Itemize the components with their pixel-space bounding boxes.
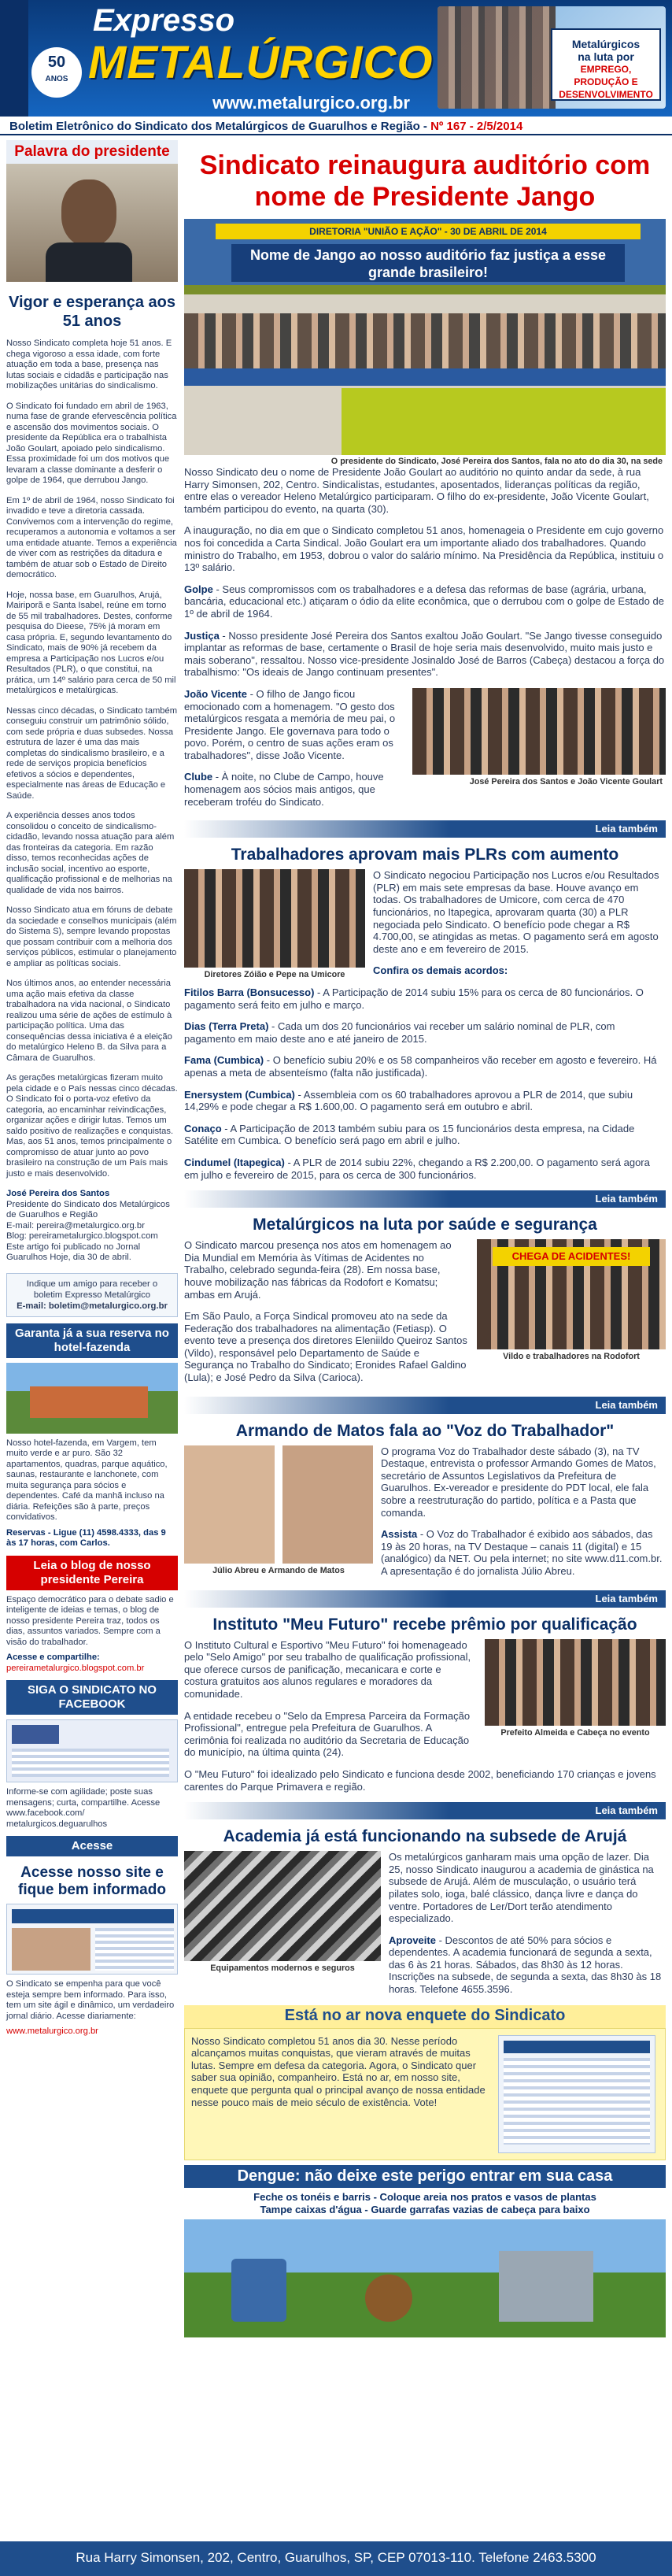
union-logo	[0, 0, 28, 117]
jango-p4: - Nosso presidente José Pereira dos Santos exaltou João Goulart. "Se Jango tivesse conseguido implantar as reformas de base, certamente o Brasil de hoje seria mais desenvolvido, muito mais justo e mais soberano", ressaltou. Nosso vice-presidente Josinaldo José de Barros (Cabeça) destacou a força do trabalhismo: "Os ideais de Jango continuam presentes".	[184, 629, 665, 679]
plr-item	[184, 1157, 666, 1181]
main-headline: Sindicato reinaugura auditório com nome de Presidente Jango	[199, 150, 651, 212]
dengue-tips	[184, 2188, 666, 2219]
enquete-content-shape	[504, 2058, 650, 2145]
anniversary-label: ANOS	[45, 75, 68, 83]
plr-list	[184, 986, 666, 1181]
signature-name: José Pereira dos Santos	[6, 1189, 110, 1198]
site-url[interactable]: www.metalurgico.org.br	[212, 93, 410, 113]
jango-p3: - Seus compromissos com os trabalhadores e a defesa das reformas de base (agrária, urbana, bancária, educacional etc.) atiçaram o ódio da elite econômica, que o derrubou com o golpe de Estado de 1º de abril de 1964.	[184, 583, 664, 620]
table-shape	[184, 368, 666, 386]
campaign-tag-line3: EMPREGO, PRODUÇÃO E DESENVOLVIMENTO	[559, 64, 653, 100]
signature-email[interactable]: E-mail: pereira@metalurgico.org.br	[6, 1220, 145, 1231]
armando-caption: Júlio Abreu e Armando de Matos	[212, 1565, 345, 1575]
jango-p6-label: Clube	[184, 771, 213, 783]
plr-item-text: - Assembleia com os 60 trabalhadores aprovou a PLR de 2014, que subiu 14,29% e pode chegar a R$ 1.600,00. O pagamento será em outubro e abril.	[184, 1088, 633, 1113]
plr-item-label: Dias (Terra Preta)	[184, 1020, 269, 1033]
photo1-caption: O presidente do Sindicato, José Pereira dos Santos, fala no ato do dia 30, na sede	[330, 457, 663, 466]
site-screenshot	[6, 1904, 178, 1975]
read-more-link[interactable]: Leia também	[184, 820, 666, 838]
sidebar	[6, 140, 178, 2042]
sidebar-paragraph: Nosso Sindicato completa hoje 51 anos. E chega vigoroso a essa idade, com forte atuação em toda a base, presença nas lutas sociais e cidadãs e participação nas mobilizações unitárias do sindicalismo.	[6, 339, 172, 390]
plr-p2: Confira os demais acordos:	[373, 964, 508, 977]
armando-photo	[184, 1445, 373, 1564]
armando-title: Armando de Matos fala ao "Voz do Trabalhador"	[235, 1421, 615, 1440]
refer-friend-box[interactable]	[6, 1273, 178, 1317]
dengue-tip-2: Tampe caixas d'água - Guarde garrafas vazias de cabeça para baixo	[260, 2203, 590, 2215]
signature-blog[interactable]: Blog: pereirametalurgico.blogspot.com	[6, 1231, 158, 1241]
bulletin-issue: Nº 167 - 2/5/2014	[430, 120, 523, 133]
sidebar-paragraph: Nessas cinco décadas, o Sindicato também conseguiu construir um patrimônio sólido, com sede própria e duas subsedes. Nossa estrutura de lazer é uma das mais completas do sindicalismo brasileiro, e a rede de serviços propicia benefícios efetivos a sócios e dependentes, especialmente nas áreas de Educação e Saúde.	[6, 705, 178, 801]
brand-main: METALÚRGICO	[88, 37, 434, 88]
president-body-shape	[46, 242, 132, 282]
facebook-feed-shape	[12, 1749, 169, 1777]
sidebar-title: Palavra do presidente	[6, 140, 178, 164]
plr-title: Trabalhadores aprovam mais PLRs com aumento	[231, 846, 619, 864]
green-banner-shape	[342, 388, 666, 455]
signature-role: Presidente do Sindicato dos Metalúrgicos de Guarulhos e Região	[6, 1199, 170, 1220]
sidebar-paragraph: Nos últimos anos, ao entender necessária uma ação mais efetiva da classe trabalhadora na vida nacional, o Sindicato realizou uma série de ações de estímulo à participação política. Uma das consequências dessa iniciativa é a eleição do metalúrgico Heleno B. da Silva para a Câmara de Guarulhos.	[6, 979, 172, 1063]
plr-item	[184, 1123, 666, 1147]
plr-item-text: - Cada um dos 20 funcionários vai receber um salário nominal de PLR, com pagamento em maio deste ano e até janeiro de 2015.	[184, 1020, 615, 1045]
site-photo-shape	[12, 1928, 90, 1971]
dengue-tip-1: Feche os tonéis e barris - Coloque areia nos pratos e vasos de plantas	[253, 2190, 596, 2203]
read-more-link[interactable]: Leia também	[184, 1397, 666, 1414]
aruja-p2: - Descontos de até 50% para sócios e dependentes. A academia funcionará de segunda a sexta, das 6 às 21 horas. Sábados, das 8h30 às 12 horas. Inscrições na subsede, de segunda a sexta, das 8h30 às 18 horas. Telefone 4655.3596.	[389, 1934, 662, 1996]
futuro-p2: A entidade recebeu o "Selo da Empresa Parceira da Formação Profissional", entregue pela Prefeitura de Guarulhos. A cerimônia foi realizada no auditório da Secretaria de Educação do município, na última quinta (24).	[184, 1709, 471, 1759]
saude-banner: CHEGA DE ACIDENTES!	[493, 1247, 650, 1266]
plr-item	[184, 1054, 666, 1079]
refer-friend-email[interactable]: E-mail: boletim@metalurgico.org.br	[17, 1301, 168, 1311]
event-banner-slogan: Nome de Jango ao nosso auditório faz justiça a esse grande brasileiro!	[231, 244, 625, 282]
futuro-title: Instituto "Meu Futuro" recebe prêmio por qualificação	[212, 1615, 637, 1634]
site-header-shape	[12, 1909, 174, 1923]
sidebar-subtitle: Vigor e esperança aos 51 anos	[9, 294, 175, 330]
aruja-photo	[184, 1851, 381, 1961]
panel-members-shape	[184, 313, 666, 368]
jango-p5: - O filho de Jango ficou emocionado com a homenagem. "O gesto dos metalúrgicos resgata a memória de meu pai, o Presidente Jango. Ele governava para todo o povo. Porém, o centro de suas ações eram os trabalhadores", disse João Vicente.	[184, 687, 396, 761]
saude-photo	[477, 1239, 666, 1349]
blog-access-label: Acesse e compartilhe:	[6, 1653, 100, 1662]
campaign-tag-line1: Metalúrgicos	[571, 38, 641, 50]
president-head-shape	[61, 180, 116, 246]
sidebar-paragraph: A experiência desses anos todos consolidou o conceito de sindicalismo-cidadão, levando nossa atuação para além das fronteiras da categoria. Em razão disso, temos reconhecidas ações de inclusão social, incentivo ao esporte, qualificação profissional e de melhorias na qualidade de vida nos bairros.	[6, 811, 175, 895]
vase-shape	[365, 2274, 412, 2322]
saude-p2: Em São Paulo, a Força Sindical promoveu ato na sede da Federação dos trabalhadores na alimentação (Fetiasp). O evento teve a presença dos diretores Eleniildo Queiroz Santos (Vildo), responsável pelo Departamento de Saúde e Segurança no Trabalho do Sindicato; Eronides Rafael Galdino (Lula); e José Pedro da Silva (Carioca).	[184, 1310, 467, 1384]
anniversary-number: 50	[47, 54, 66, 71]
plr-item-text: - A Participação de 2014 subiu 15% para os cerca de 80 funcionários. O pagamento será feito em julho e março.	[184, 986, 644, 1011]
read-more-link[interactable]: Leia também	[184, 1802, 666, 1819]
brand-top: Expresso	[93, 3, 235, 38]
sidebar-paragraph: O Sindicato foi fundado em abril de 1963, numa fase de grande efervescência política e ascensão dos movimentos sociais. O presidente da República era o trabalhista João Goulart, apoiado pelo sindicalismo. Essa proximidade foi um dos motivos que levaram a classe dominante a desferir o golpe de 1964, que derrubou Jango.	[6, 401, 177, 485]
saude-title: Metalúrgicos na luta por saúde e segurança	[253, 1216, 597, 1234]
dengue-title: Dengue: não deixe este perigo entrar em sua casa	[184, 2165, 666, 2188]
blog-link[interactable]: pereirametalurgico.blogspot.com.br	[6, 1663, 145, 1673]
hotel-info	[6, 1438, 178, 1549]
armando-p2: - O Voz do Trabalhador é exibido aos sábados, das 19 às 20 horas, na TV Destaque – canais 11 (digital) e 15 (analógico) da NET. Ou pela internet; no site www.d11.com.br. A apresentação é do jornalista Júlio Abreu.	[381, 1528, 663, 1577]
sidebar-paragraph: Hoje, nossa base, em Guarulhos, Arujá, Mairiporã e Santa Isabel, reúne em torno de 55 mil trabalhadores. Destes, conforme pesquisa do Dieese, 75% já moram em casa própria. E, segundo levantamento do Sindicato, mais de 90% já recebem da empresa a Participação nos Lucros e/ou Resultados (PLR), o que constitui, na prática, um 14º salário para cerca de 50 mil metalúrgicos e metalúrgicas.	[6, 590, 176, 695]
main-content	[184, 140, 666, 2337]
plr-item-label: Cindumel (Itapegica)	[184, 1156, 285, 1168]
site-info	[6, 1979, 178, 2037]
dengue-illustration	[184, 2219, 666, 2337]
site-text-shape	[95, 1928, 174, 1971]
plr-photo-caption: Diretores Zóião e Pepe na Umicore	[204, 970, 345, 980]
plr-item-text: - A PLR de 2014 subiu 22%, chegando a R$ 2.200,00. O pagamento será agora em julho e fevereiro de 2015, para os cerca de 300 funcionários.	[184, 1156, 650, 1181]
enquete-title: Está no ar nova enquete do Sindicato	[184, 2005, 666, 2028]
read-more-link[interactable]: Leia também	[184, 1190, 666, 1208]
sidebar-signature	[6, 1189, 178, 1264]
site-link[interactable]: www.metalurgico.org.br	[6, 2026, 98, 2036]
enquete-site-image	[498, 2035, 655, 2153]
jango-p5-label: João Vicente	[184, 687, 247, 700]
signature-note: Este artigo foi publicado no Jornal Guarulhos Hoje, dia 30 de abril.	[6, 1242, 141, 1262]
plr-p1: O Sindicato negociou Participação nos Lucros e/ou Resultados (PLR) em mais sete empresas da base. Houve avanço em todas. Os trabalhadores de Umicore, com cerca de 470 funcionários, no Itapegica, aprovaram quarta (30) a PLR negociada pelo Sindicato. O benefício pode chegar a R$ 4.700,00, se atingidas as metas. O pagamento será em agosto deste ano e em fevereiro de 2015.	[373, 869, 659, 955]
aruja-title: Academia já está funcionando na subsede de Arujá	[223, 1827, 627, 1846]
campaign-tag	[551, 28, 661, 101]
aruja-caption: Equipamentos modernos e seguros	[210, 1963, 355, 1974]
event-banner-title: DIRETORIA "UNIÃO E AÇÃO" - 30 DE ABRIL DE 2014	[216, 224, 641, 239]
jango-p4-label: Justiça	[184, 629, 220, 642]
sidebar-paragraph: As gerações metalúrgicas fizeram muito pela cidade e o País nessas cinco décadas. O Sindicato foi o porta-voz efetivo da categoria, ao encaminhar reivindicações, organizar ações e dirigir lutas. Temos um saldo positivo de realizações e conquistas. Mas, aos 51 anos, temos principalmente o compromisso de atuar junto ao povo brasileiro na construção de um País mais justo e mais desenvolvido.	[6, 1073, 178, 1179]
aruja-p1: Os metalúrgicos ganharam mais uma opção de lazer. Dia 25, nosso Sindicato inaugurou a academia de ginástica na subsede de Arujá. Além de musculação, o usuário terá pilates solo, ioga, balé clássico, dança livre e dança do ventre. Portadores de Ler/Dort terão atendimento especializado.	[389, 1851, 654, 1925]
saude-caption: Vildo e trabalhadores na Rodofort	[503, 1352, 640, 1362]
photo2-caption: José Pereira dos Santos e João Vicente Goulart	[469, 776, 663, 786]
enquete-header-shape	[504, 2041, 650, 2053]
plr-item	[184, 1089, 666, 1113]
facebook-page-image	[6, 1719, 178, 1782]
jango-p1: Nosso Sindicato deu o nome de Presidente João Goulart ao auditório no quinto andar da sede, à rua Harry Simonsen, 202, Centro. Sindicalistas, estudantes, aposentados, lideranças políticas da região, entre elas o vereador Heleno Metalúrgico participaram. O filho do ex-presidente, João Vicente Goulart, também participou do evento, na quarta (30).	[184, 466, 649, 515]
facebook-logo-icon	[12, 1725, 59, 1744]
facebook-banner[interactable]: SIGA O SINDICATO NO FACEBOOK	[6, 1680, 178, 1715]
futuro-p3: O "Meu Futuro" foi idealizado pelo Sindicato e funciona desde 2002, beneficiando 170 crianças e jovens carentes do Parque Primavera e região.	[184, 1767, 656, 1793]
sidebar-paragraph: Em 1º de abril de 1964, nosso Sindicato foi invadido e teve a diretoria cassada. Convivemos com a intervenção do regime, recuperamos a autonomia e voltamos a ser uma entidade atuante. Temos a experiência de viver com as restrições da ditadura e também de atuar sob o Estado de Direito democrático.	[6, 495, 177, 579]
blog-banner[interactable]: Leia o blog de nosso presidente Pereira	[6, 1556, 178, 1590]
campaign-tag-line2: na luta por	[578, 50, 634, 63]
read-more-link[interactable]: Leia também	[184, 1590, 666, 1608]
bulletin-subline	[0, 117, 672, 135]
site-title: Acesse nosso site e fique bem informado	[18, 1864, 166, 1898]
enquete-text: Nosso Sindicato completou 51 anos dia 30. Nesse período alcançamos muitas conquistas, que vieram através de muitas lutas. Sempre em defesa da categoria. Agora, o Sindicato quer saber sua opinião, companheiro. Está no ar, em nosso site, enquete que pergunta qual o principal avanço de nossa entidade nesse pouco mais de meio século de existência. Vote!	[191, 2034, 486, 2108]
hotel-building-shape	[30, 1386, 148, 1418]
hotel-text: Nosso hotel-fazenda, em Vargem, tem muito verde e ar puro. São 32 apartamentos, quadras, parque aquático, saunas, restaurante e lanchonete, com muita segurança para sócios e dependentes. Café da manhã incluso na diária. Refeições são à parte, preços convidativos.	[6, 1438, 168, 1522]
plr-item-label: Conaço	[184, 1122, 222, 1134]
president-photo	[6, 164, 178, 282]
site-text: O Sindicato se empenha para que você esteja sempre bem informado. Para isso, tem um site ágil e dinâmico, um verdadeiro jornal diário. Acesse diariamente:	[6, 1979, 175, 2021]
plr-item	[184, 1020, 666, 1045]
plr-item	[184, 986, 666, 1011]
water-tank-shape	[499, 2251, 593, 2322]
hotel-photo	[6, 1363, 178, 1434]
auditorium-photo	[184, 219, 666, 455]
plr-photo	[184, 869, 365, 968]
sidebar-article	[6, 339, 178, 1179]
futuro-p1: O Instituto Cultural e Esportivo "Meu Futuro" foi homenageado pelo "Selo Amigo" por seu trabalho de qualificação profissional, que oferece cursos de panificação, mecanicara e corte e costura gratuitos aos alunos regulares e moradores da comunidade.	[184, 1638, 471, 1700]
hotel-banner[interactable]: Garanta já a sua reserva no hotel-fazenda	[6, 1323, 178, 1358]
aruja-p2-label: Aproveite	[389, 1934, 436, 1946]
armando-p1: O programa Voz do Trabalhador deste sábado (3), na TV Destaque, entrevista o professor Armando Gomes de Matos, secretário de Assuntos Legislativos da Prefeitura de Guarulhos. Ex-vereador e presidente do PDT local, ele fala sobre a reestruturação do partido, política e a Pasta que comanda.	[381, 1445, 656, 1519]
jango-p6: - À noite, no Clube de Campo, houve homenagem aos sócios mais antigos, que receberam troféu do Sindicato.	[184, 771, 384, 808]
sidebar-paragraph: Nosso Sindicato atua em fóruns de debate da sociedade e conselhos municipais (além do Sistema S), sempre levando propostas que possam contribuir com a melhoria dos serviços públicos, estimular o planejamento e ampliar as políticas sociais.	[6, 905, 177, 968]
armando-p2-label: Assista	[381, 1528, 418, 1541]
saude-p1: O Sindicato marcou presença nos atos em homenagem ao Dia Mundial em Memória às Vítimas de Acidentes no Trabalho, celebrado segunda-feira (28). Em nossa base, houve mobilização nas fábricas da Rodofort e Komatsu; ambas em Arujá.	[184, 1239, 452, 1301]
header-banner	[0, 0, 672, 117]
jango-p2: A inauguração, no dia em que o Sindicato completou 51 anos, homenageia o Presidente em cujo governo nos foi concedida a Carta Sindical. João Goulart era um importante aliado dos trabalhadores. Quando ministro do Trabalho, em 1953, dobrou o valor do salário mínimo. Na Presidência da República, instituiu o 13º salário.	[184, 524, 664, 574]
enquete-box[interactable]	[184, 2028, 666, 2160]
anniversary-badge	[31, 47, 82, 98]
plr-item-text: - O benefício subiu 20% e os 58 companheiros vão receber em agosto e fevereiro. Há apenas a meta de absenteísmo (falta não justificada).	[184, 1054, 657, 1079]
futuro-caption: Prefeito Almeida e Cabeça no evento	[500, 1727, 650, 1738]
plr-item-label: Fitilos Barra (Bonsucesso)	[184, 986, 315, 998]
bulletin-label: Boletim Eletrônico do Sindicato dos Metalúrgicos de Guarulhos e Região -	[9, 120, 431, 133]
hotel-reservations: Reservas - Ligue (11) 4598.4333, das 9 às 17 horas, com Carlos.	[6, 1527, 166, 1548]
futuro-photo	[485, 1639, 666, 1726]
header-campaign-image	[438, 6, 666, 109]
blog-info	[6, 1595, 178, 1675]
plr-item-text: - A Participação de 2013 também subiu para os 15 funcionários desta empresa, na Cidade Satélite em Cumbica. O benefício será pago em abril e julho.	[184, 1122, 635, 1147]
jango-p3-label: Golpe	[184, 583, 213, 595]
facebook-text: Informe-se com agilidade; poste suas mensagens; curta, compartilhe. Acesse www.facebook.com/ metalurgicos.deguarulhos	[6, 1787, 161, 1829]
acesse-banner[interactable]: Acesse	[6, 1836, 178, 1856]
goulart-photo	[412, 688, 666, 775]
crowd-image	[438, 6, 556, 109]
article-jango	[184, 466, 666, 817]
plr-item-label: Fama (Cumbica)	[184, 1054, 264, 1067]
blog-text: Espaço democrático para o debate sadio e inteligente de ideias e temas, o blog de nosso presidente Pereira traz, todos os dias, assuntos variados. Sempre com a visão do trabalhador.	[6, 1594, 174, 1647]
barrel-shape	[231, 2259, 286, 2322]
refer-friend-text: Indique um amigo para receber o boletim Expresso Metalúrgico	[26, 1279, 158, 1300]
plr-item-label: Enersystem (Cumbica)	[184, 1088, 295, 1101]
footer: Rua Harry Simonsen, 202, Centro, Guarulhos, SP, CEP 07013-110. Telefone 2463.5300	[0, 2541, 672, 2576]
